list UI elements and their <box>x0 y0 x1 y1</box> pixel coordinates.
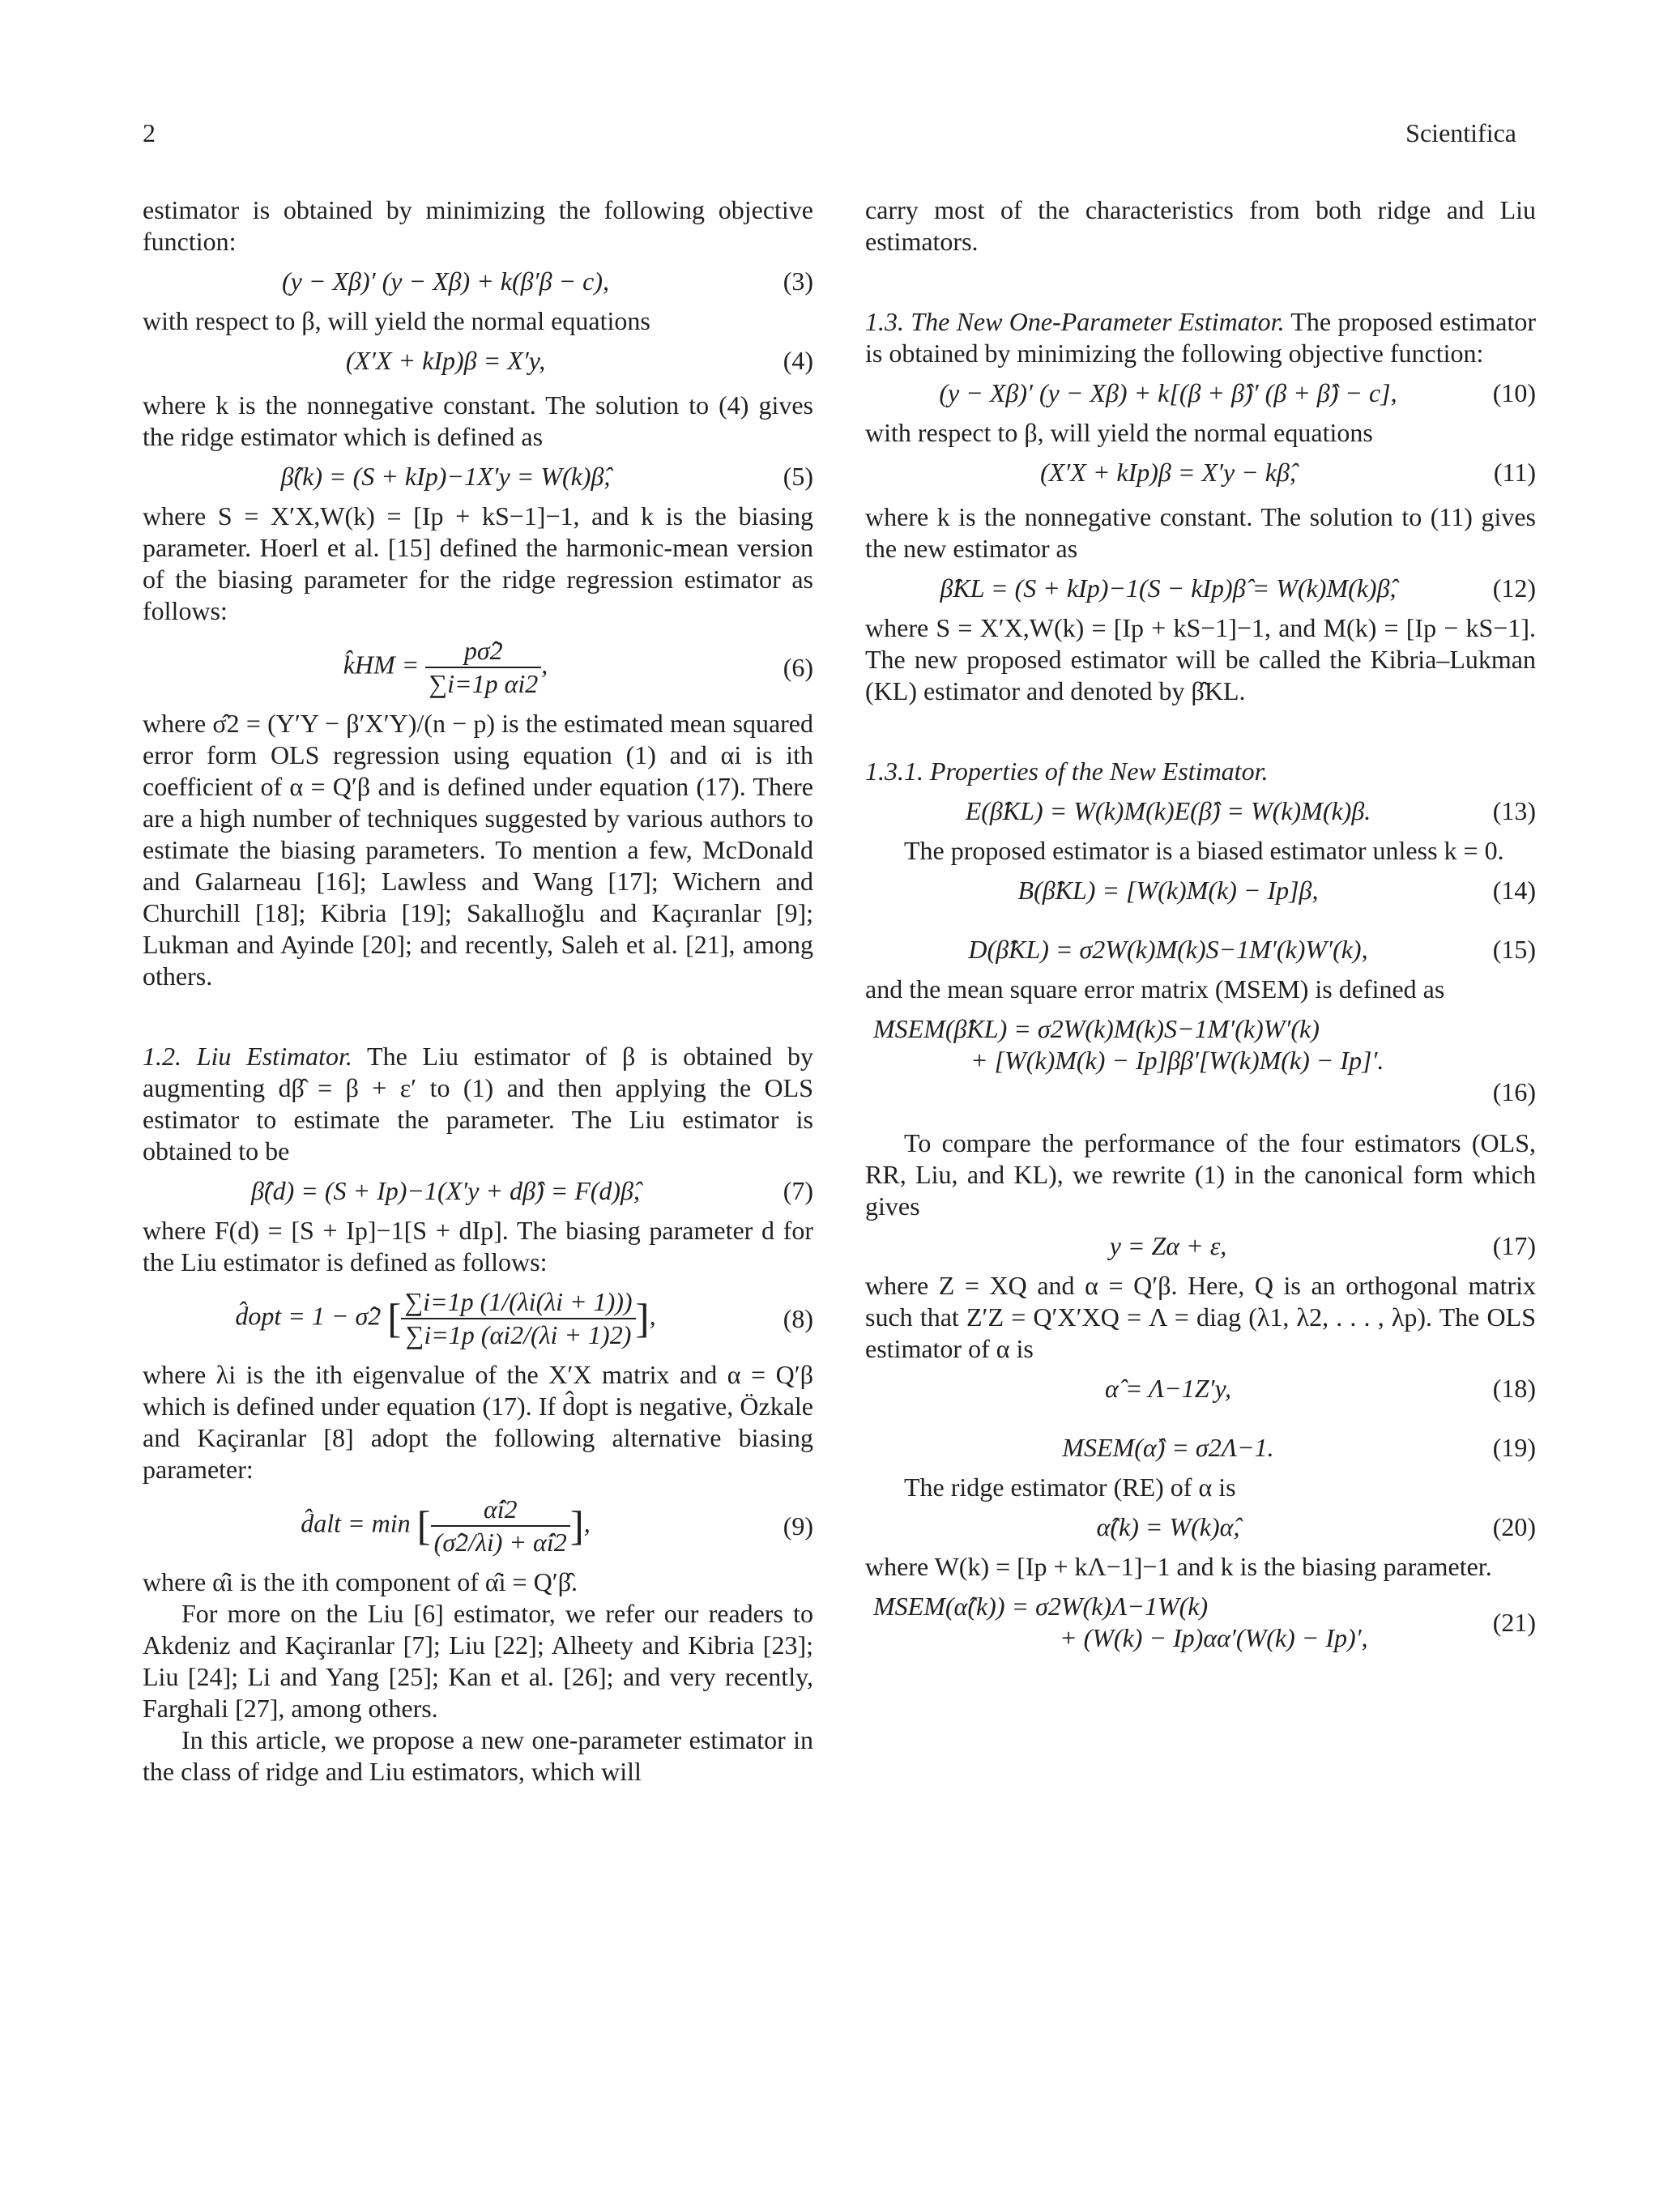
equation-number: (19) <box>1492 1433 1536 1462</box>
equation-body: (y − Xβ)′ (y − Xβ) + k(β′β − c), <box>282 266 609 296</box>
equation-14 <box>865 875 1536 906</box>
equation-number: (10) <box>1492 378 1536 407</box>
section-heading: 1.3.1. Properties of the New Estimator. <box>865 757 1269 786</box>
paragraph: 1.3. The New One-Parameter Estimator. The proposed estimator is obtained by minimizing the following objective function: <box>865 307 1537 368</box>
equation-body: α̂ = Λ−1Z′y, <box>1105 1374 1231 1403</box>
paragraph: where k is the nonnegative constant. The solution to (4) gives the ridge estimator which is defined as <box>143 390 813 451</box>
left-column <box>143 194 813 1788</box>
section-heading: 1.2. Liu Estimator. <box>143 1042 352 1071</box>
equation-5 <box>143 461 813 492</box>
equation-body: β̂(k) = (S + kIp)−1X′y = W(k)β̂, <box>280 462 611 491</box>
equation-body: β̂KL = (S + kIp)−1(S − kIp)β̂ = W(k)M(k)β̂, <box>940 573 1397 603</box>
equation-number: (3) <box>783 266 813 296</box>
equation-13 <box>865 795 1536 827</box>
equation-19 <box>865 1432 1536 1464</box>
equation-body: β̂(d) = (S + Ip)−1(X′y + dβ̂) = F(d)β̂, <box>251 1176 640 1205</box>
paragraph: where Z = XQ and α = Q′β. Here, Q is an orthogonal matrix such that Z′Z = Q′X′XQ = Λ = diag (λ1, λ2, . . . , λp). The OLS estimator of α is <box>865 1271 1536 1363</box>
equation-21 <box>865 1591 1536 1654</box>
paragraph: and the mean square error matrix (MSEM) is defined as <box>865 974 1445 1004</box>
equation-7 <box>143 1175 813 1207</box>
equation-10 <box>865 377 1536 409</box>
equation-body: B(β̂KL) = [W(k)M(k) − Ip]β, <box>1017 876 1319 905</box>
paragraph: 1.2. Liu Estimator. The Liu estimator of β is obtained by augmenting dβ̂ = β + ε′ to (1) and then applying the OLS estimator to estimate the parameter. The Liu estimator is obtained to be <box>143 1042 814 1166</box>
equation-20 <box>865 1511 1536 1543</box>
equation-number: (17) <box>1492 1231 1536 1260</box>
numerator: α̂i2 <box>431 1494 570 1527</box>
equation-line: MSEM(α̂(k)) = σ2W(k)Λ−1W(k) <box>873 1592 1209 1621</box>
paragraph: where λi is the ith eigenvalue of the X′X matrix and α = Q′β which is defined under equation (17). If d̂opt is negative, Özkale and Kaçiranlar [8] adopt the following alternative biasing parameter: <box>143 1360 813 1484</box>
paragraph: where σ̂2 = (Y′Y − β′X′Y)/(n − p) is the estimated mean squared error form OLS regression using equation (1) and αi is ith coefficient of α = Q′β and is defined under equation (17). There are a high number of techniques suggested by various authors to estimate the biasing parameters. To mention a few, McDonald and Galarneau [16]; Lawless and Wang [17]; Wichern and Churchill [18]; Kibria [19]; Sakallıoğlu and Kaçıranlar [9]; Lukman and Ayinde [20]; and recently, Saleh et al. [21], among others. <box>143 709 813 991</box>
equation-number: (16) <box>1492 1077 1536 1106</box>
paragraph: For more on the Liu [6] estimator, we refer our readers to Akdeniz and Kaçiranlar [7]; Liu [22]; Alheety and Kibria [23]; Liu [24]; Li and Yang [25]; Kan et al. [26]; and very recently, Farghali [27], among others. <box>143 1599 813 1723</box>
equation-body: y = Zα + ε, <box>1109 1231 1227 1260</box>
equation-lhs: d̂alt = min <box>301 1508 411 1538</box>
denominator: ∑i=1p αi2 <box>429 669 539 698</box>
paragraph: where k is the nonnegative constant. The solution to (11) gives the new estimator as <box>865 502 1536 563</box>
equation-8: d̂opt = 1 − σ̂2 [ $\frac{\sum i=1p (1/(\lambda i(\lambda i + 1)))}{\sum i=1p (\alpha i2/(\lambda i + 1)2)}$ ], (8) <box>235 1287 813 1349</box>
paragraph: estimator is obtained by minimizing the following objective function: <box>143 195 813 256</box>
equation-body: (X′X + kIp)β = X′y − kβ̂, <box>1040 458 1296 487</box>
equation-11 <box>865 457 1536 488</box>
equation-number: (5) <box>783 462 813 491</box>
equation-9: d̂alt = min [ $\frac{\alphâi2}{(\sigmâ2/\lambda i) + \alphâi2}$ ], (9) <box>301 1494 813 1557</box>
numerator: ∑i=1p (1/(λi(λi + 1))) <box>401 1286 635 1319</box>
section-heading: 1.3. The New One-Parameter Estimator. <box>865 307 1285 336</box>
equation-number: (7) <box>783 1176 813 1205</box>
equation-16 <box>865 1013 1536 1108</box>
equation-body: D(β̂KL) = σ2W(k)M(k)S−1M′(k)W′(k), <box>968 935 1368 964</box>
equation-number: (15) <box>1492 935 1536 964</box>
denominator: (σ̂2/λi) + α̂i2 <box>433 1528 567 1557</box>
equation-18 <box>865 1373 1536 1404</box>
paragraph: where S = X′X,W(k) = [Ip + kS−1]−1, and M(k) = [Ip − kS−1]. The new proposed estimator will be called the Kibria–Lukman (KL) estimator and denoted by β̂KL. <box>865 613 1536 705</box>
equation-body: (y − Xβ)′ (y − Xβ) + k[(β + β̂)′ (β + β̂) − c], <box>939 378 1397 407</box>
equation-3 <box>143 266 813 297</box>
equation-number: (12) <box>1492 573 1536 603</box>
paragraph: with respect to β, will yield the normal equations <box>865 418 1373 447</box>
paragraph: The proposed estimator is a biased estimator unless k = 0. <box>904 836 1504 865</box>
equation-number: (14) <box>1492 876 1536 905</box>
equation-15 <box>865 934 1536 965</box>
equation-12 <box>865 573 1536 604</box>
equation-number: (6) <box>783 652 813 682</box>
equation-lhs: k̂HM = <box>343 650 420 680</box>
equation-body: α̂(k) = W(k)α̂, <box>1096 1512 1240 1541</box>
equation-4 <box>143 345 813 377</box>
denominator: ∑i=1p (αi2/(λi + 1)2) <box>405 1320 632 1349</box>
equation-number: (11) <box>1493 458 1536 487</box>
equation-6: k̂HM = $\frac{p\sigmâ2}{\text{∑i=1p αi2}}$ , (6) <box>343 636 813 698</box>
equation-lhs: d̂opt = 1 − σ̂2 <box>235 1301 382 1331</box>
equation-number: (21) <box>1492 1607 1536 1637</box>
page-number: 2 <box>143 118 156 147</box>
equation-body: E(β̂KL) = W(k)M(k)E(β̂) = W(k)M(k)β. <box>965 796 1371 825</box>
equation-line: + [W(k)M(k) − Ip]ββ′[W(k)M(k) − Ip]′. <box>970 1046 1384 1075</box>
equation-17 <box>865 1230 1536 1262</box>
fraction <box>431 1494 570 1558</box>
equation-body: (X′X + kIp)β = X′y, <box>345 346 546 375</box>
equation-line: + (W(k) − Ip)αα′(W(k) − Ip)′, <box>1060 1623 1368 1652</box>
right-column <box>865 194 1536 1662</box>
numerator: pσ̂2 <box>425 635 541 668</box>
equation-body: MSEM(α̂) = σ2Λ−1. <box>1062 1433 1274 1462</box>
equation-number: (18) <box>1492 1374 1536 1403</box>
paragraph: carry most of the characteristics from both ridge and Liu estimators. <box>865 195 1536 256</box>
equation-number: (20) <box>1492 1512 1536 1541</box>
equation-number: (13) <box>1492 796 1536 825</box>
paragraph: The ridge estimator (RE) of α is <box>904 1473 1236 1502</box>
paragraph: where α̂i is the ith component of α̂i = Q′β̂. <box>143 1567 578 1596</box>
paragraph: To compare the performance of the four estimators (OLS, RR, Liu, and KL), we rewrite (1) in the canonical form which gives <box>865 1128 1536 1221</box>
paragraph: with respect to β, will yield the normal equations <box>143 306 650 335</box>
equation-number: (4) <box>783 346 813 375</box>
equation-number: (8) <box>783 1303 813 1333</box>
equation-line: MSEM(β̂KL) = σ2W(k)M(k)S−1M′(k)W′(k) <box>873 1014 1320 1043</box>
fraction <box>401 1286 635 1351</box>
paragraph: where F(d) = [S + Ip]−1[S + dIp]. The biasing parameter d for the Liu estimator is defined as follows: <box>143 1216 813 1276</box>
equation-number: (9) <box>783 1511 813 1541</box>
journal-name: Scientifica <box>1405 118 1516 147</box>
paragraph: In this article, we propose a new one-parameter estimator in the class of ridge and Liu estimators, which will <box>143 1725 813 1786</box>
paragraph: where S = X′X,W(k) = [Ip + kS−1]−1, and k is the biasing parameter. Hoerl et al. [15] defined the harmonic-mean version of the biasing parameter for the ridge regression estimator as follows: <box>143 501 813 625</box>
fraction <box>425 635 541 700</box>
paragraph: where W(k) = [Ip + kΛ−1]−1 and k is the biasing parameter. <box>865 1552 1492 1581</box>
